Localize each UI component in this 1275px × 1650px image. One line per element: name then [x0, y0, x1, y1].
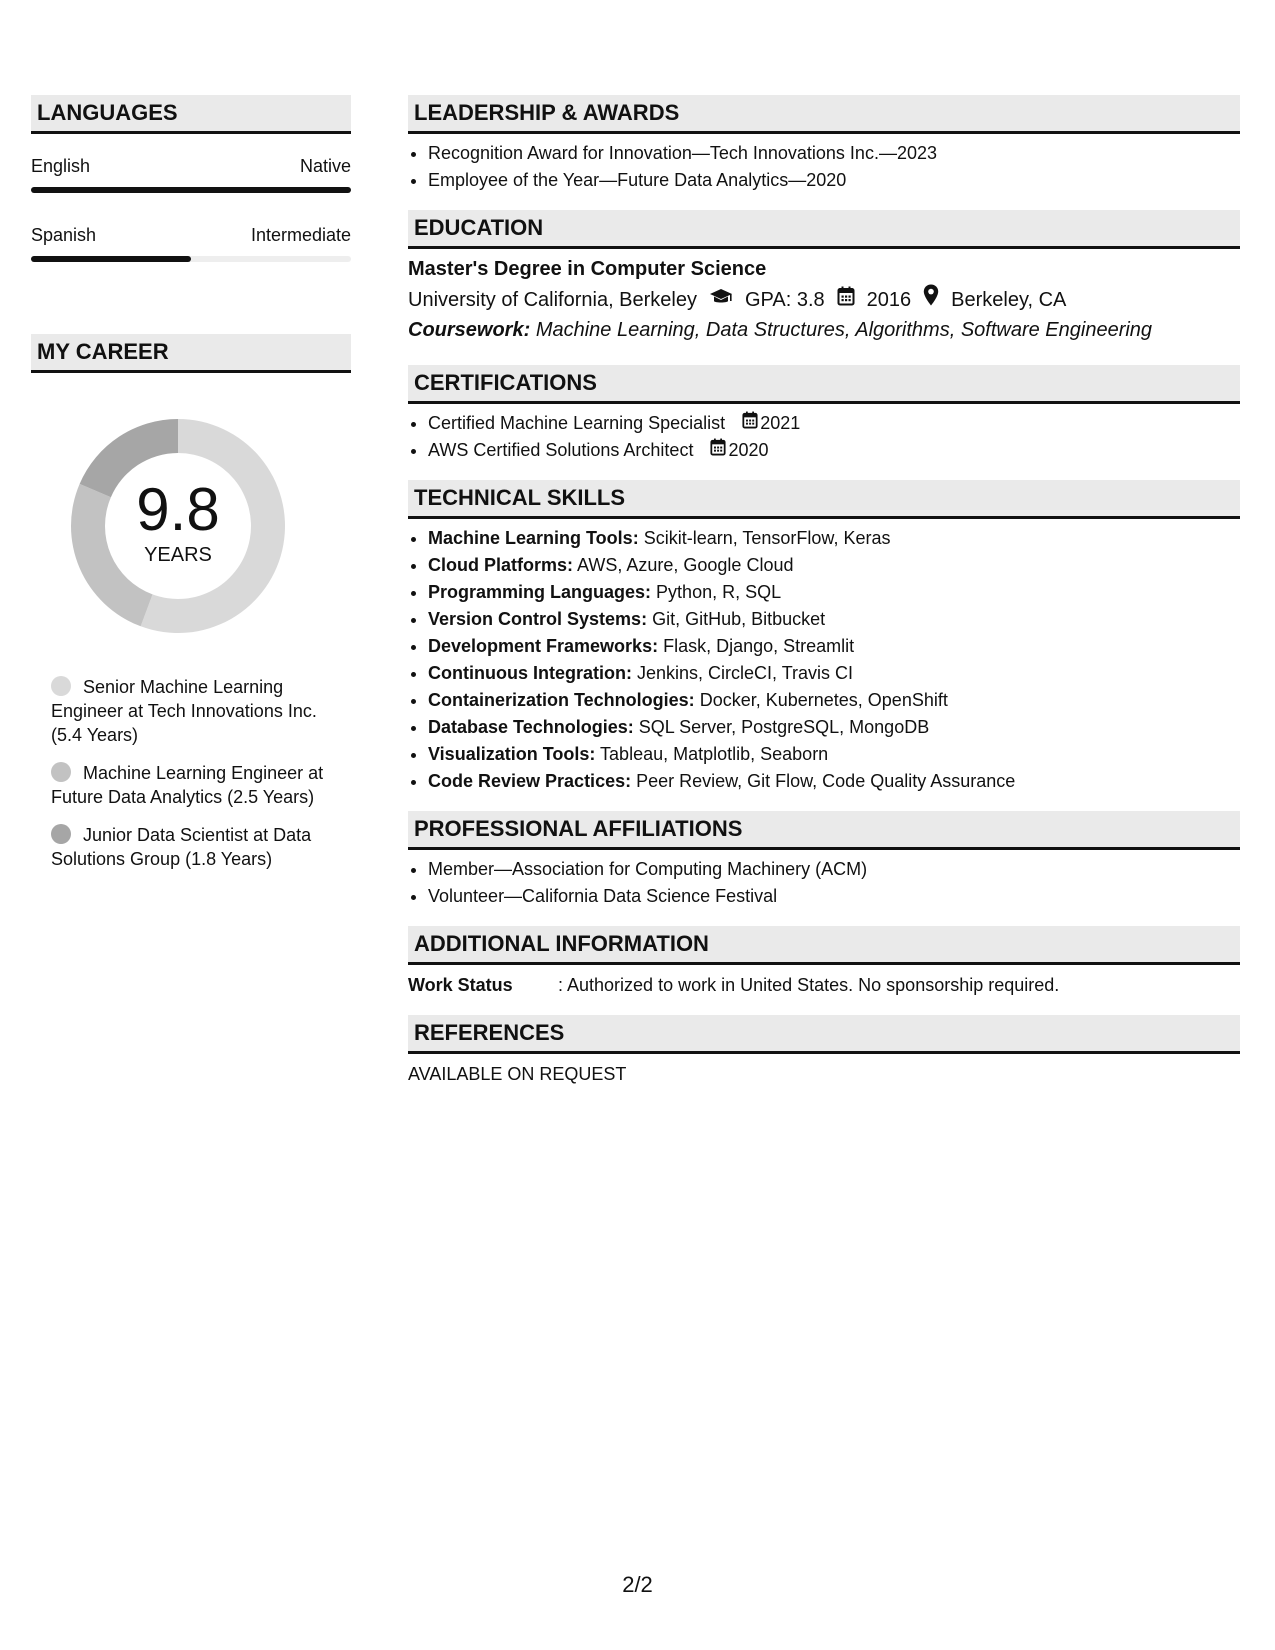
awards-heading: LEADERSHIP & AWARDS [408, 95, 1240, 134]
certification-name: Certified Machine Learning Specialist [428, 413, 726, 433]
map-pin-icon [923, 284, 939, 315]
skills-section [408, 480, 1240, 795]
skill-value: AWS, Azure, Google Cloud [577, 555, 794, 575]
certification-year: 2020 [728, 440, 769, 460]
skill-value: Python, R, SQL [656, 582, 782, 602]
page-number: 2/2 [622, 1572, 653, 1597]
references-section [408, 1015, 1240, 1088]
skill-label: Cloud Platforms: [428, 555, 574, 575]
legend-dot-icon [51, 824, 71, 844]
work-status-row [408, 971, 1240, 999]
education-section [408, 210, 1240, 345]
calendar-icon [742, 410, 758, 437]
list-item [428, 741, 1240, 768]
language-item [31, 156, 351, 193]
skill-value: Docker, Kubernetes, OpenShift [699, 690, 948, 710]
skill-label: Programming Languages: [428, 582, 652, 602]
certifications-section [408, 365, 1240, 464]
skill-label: Visualization Tools: [428, 744, 596, 764]
language-proficiency-fill [31, 256, 191, 262]
coursework-label: Coursework: [408, 319, 531, 341]
education-coursework [408, 315, 1240, 345]
skill-label: Continuous Integration: [428, 663, 632, 683]
language-name: Spanish [31, 225, 97, 245]
work-status-label: Work Status [408, 975, 513, 995]
career-role-item [51, 761, 331, 809]
career-heading: MY CAREER [31, 334, 351, 373]
affiliations-list [408, 856, 1240, 910]
skill-value: SQL Server, PostgreSQL, MongoDB [638, 717, 930, 737]
language-proficiency-bar [31, 187, 351, 193]
list-item: • Employee of the Year—Future Data Analytics—2020 [428, 167, 1240, 194]
graduation-cap-icon [709, 285, 733, 315]
skill-label: Database Technologies: [428, 717, 634, 737]
skill-label: Version Control Systems: [428, 609, 648, 629]
certification-year: 2021 [760, 413, 801, 433]
skills-heading: TECHNICAL SKILLS [408, 480, 1240, 519]
legend-dot-icon [51, 762, 71, 782]
calendar-icon [837, 285, 855, 315]
list-item [428, 687, 1240, 714]
list-item [428, 552, 1240, 579]
references-text: AVAILABLE ON REQUEST [408, 1064, 627, 1084]
career-role-list [31, 675, 331, 871]
certifications-list [408, 410, 1240, 464]
list-item [428, 714, 1240, 741]
list-item [428, 525, 1240, 552]
certification-name: AWS Certified Solutions Architect [428, 440, 694, 460]
list-item: • Member—Association for Computing Machinery (ACM) [428, 856, 1240, 883]
list-item [428, 633, 1240, 660]
language-proficiency-bar [31, 256, 351, 262]
skill-label: Code Review Practices: [428, 771, 632, 791]
skill-label: Containerization Technologies: [428, 690, 695, 710]
awards-list [408, 140, 1240, 194]
career-donut [65, 413, 291, 639]
skill-value: Jenkins, CircleCI, Travis CI [636, 663, 854, 683]
education-heading: EDUCATION [408, 210, 1240, 249]
legend-dot-icon [51, 676, 71, 696]
list-item [428, 579, 1240, 606]
education-details [408, 284, 1240, 315]
language-level: Intermediate [250, 225, 351, 245]
career-role-item [51, 675, 331, 747]
list-item [428, 660, 1240, 687]
coursework-value: Machine Learning, Data Structures, Algorithms, Software Engineering [535, 319, 1153, 341]
calendar-icon [710, 437, 726, 464]
references-heading: REFERENCES [408, 1015, 1240, 1054]
education-school: University of California, Berkeley [408, 288, 697, 311]
awards-section [408, 95, 1240, 194]
language-name: English [31, 156, 91, 176]
list-item: • Volunteer—California Data Science Festival [428, 883, 1240, 910]
skill-value: Peer Review, Git Flow, Code Quality Assurance [636, 771, 1016, 791]
career-role-text: Junior Data Scientist at Data Solutions Group (1.8 Years) [51, 825, 312, 869]
left-column [31, 95, 351, 885]
affiliations-section [408, 811, 1240, 910]
language-item [31, 225, 351, 262]
affiliations-heading: PROFESSIONAL AFFILIATIONS [408, 811, 1240, 850]
certifications-heading: CERTIFICATIONS [408, 365, 1240, 404]
career-total-years: 9.8 [136, 475, 220, 543]
additional-info-section [408, 926, 1240, 999]
career-role-text: Senior Machine Learning Engineer at Tech Innovations Inc. (5.4 Years) [51, 677, 317, 745]
language-proficiency-fill [31, 187, 351, 193]
education-location: Berkeley, CA [951, 288, 1067, 311]
skill-value: Tableau, Matplotlib, Seaborn [600, 744, 829, 764]
skill-value: Flask, Django, Streamlit [663, 636, 855, 656]
language-level: Native [299, 156, 351, 176]
education-year: 2016 [866, 288, 912, 311]
list-item: • Recognition Award for Innovation—Tech Innovations Inc.—2023 [428, 140, 1240, 167]
skill-value: Git, GitHub, Bitbucket [652, 609, 826, 629]
education-gpa: GPA: 3.8 [745, 288, 825, 311]
work-status-value: : Authorized to work in United States. No sponsorship required. [558, 975, 1060, 995]
education-degree: Master's Degree in Computer Science [408, 258, 767, 280]
skill-label: Development Frameworks: [428, 636, 659, 656]
career-total-unit: YEARS [144, 543, 212, 566]
skill-value: Scikit-learn, TensorFlow, Keras [643, 528, 891, 548]
list-item [428, 437, 1240, 464]
list-item [428, 768, 1240, 795]
skills-list [408, 525, 1240, 795]
list-item [428, 410, 1240, 437]
additional-info-heading: ADDITIONAL INFORMATION [408, 926, 1240, 965]
right-column [408, 95, 1240, 1104]
skill-label: Machine Learning Tools: [428, 528, 639, 548]
languages-heading: LANGUAGES [31, 95, 351, 134]
career-role-text: Machine Learning Engineer at Future Data Analytics (2.5 Years) [51, 763, 324, 807]
career-role-item [51, 823, 331, 871]
list-item [428, 606, 1240, 633]
